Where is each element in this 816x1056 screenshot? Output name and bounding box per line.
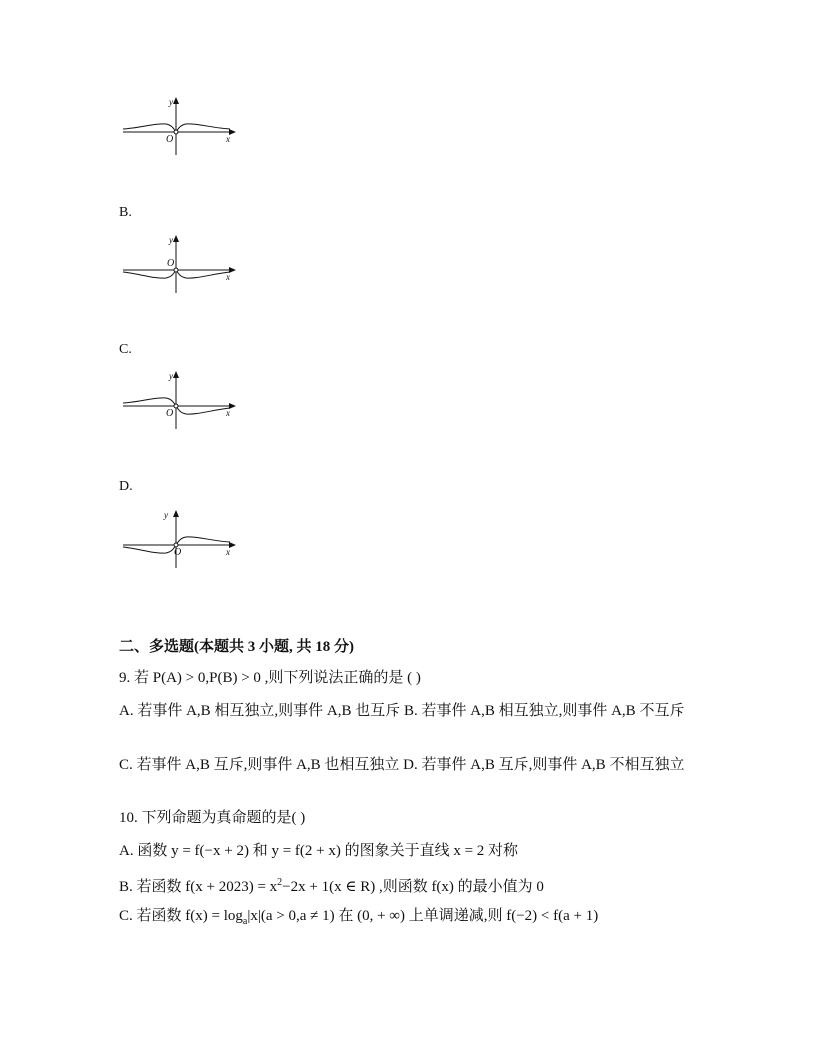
graph-d-origin-label: O <box>174 547 182 558</box>
graph-option-c <box>120 369 240 434</box>
graph-c-x-label: x <box>226 408 230 418</box>
q10-option-c-pre: C. 若函数 f(x) = log <box>119 908 243 924</box>
graph-b-x-label: x <box>226 272 230 282</box>
graph-a-svg <box>120 95 240 160</box>
q10-option-c <box>119 906 704 932</box>
graph-c-svg <box>120 369 240 434</box>
q10-option-c-sub: a <box>242 916 248 927</box>
q9-options-cd: C. 若事件 A,B 互斥,则事件 A,B 也相互独立 D. 若事件 A,B 互斥,则事件 A,B 不相互独立 <box>119 757 685 773</box>
graph-b-svg <box>120 233 240 298</box>
q10-option-c-post: |x|(a > 0,a ≠ 1) 在 (0, + ∞) 上单调递减,则 f(−2) < f(a + 1) <box>247 908 599 924</box>
section-2-title: 二、多选题(本题共 3 小题, 共 18 分) <box>119 639 354 655</box>
graph-option-b <box>120 233 240 298</box>
q10-stem: 10. 下列命题为真命题的是( ) <box>119 810 306 826</box>
q10-option-b-pre: B. 若函数 f(x + 2023) = x <box>119 879 278 895</box>
graph-b-y-label: y <box>169 235 173 245</box>
q10-option-b-post: −2x + 1(x ∈ R) ,则函数 f(x) 的最小值为 0 <box>282 879 544 895</box>
graph-b-origin-label: O <box>167 258 175 269</box>
graph-a-x-label: x <box>226 134 230 144</box>
q9-stem: 9. 若 P(A) > 0,P(B) > 0 ,则下列说法正确的是 ( ) <box>119 670 421 686</box>
graph-d-x-label: x <box>226 547 230 557</box>
graph-option-a <box>120 95 240 160</box>
graph-d-svg <box>120 508 240 573</box>
q9-options-ab: A. 若事件 A,B 相互独立,则事件 A,B 也互斥 B. 若事件 A,B 相互独立,则事件 A,B 不互斥 <box>119 703 685 719</box>
graph-c-origin-label: O <box>166 408 174 419</box>
graph-c-label: C. <box>119 342 132 357</box>
q10-option-a: A. 函数 y = f(−x + 2) 和 y = f(2 + x) 的图象关于直线 x = 2 对称 <box>119 843 519 859</box>
graph-b-label: B. <box>119 205 132 220</box>
graph-c-y-label: y <box>169 371 173 381</box>
q10-option-b <box>119 873 704 897</box>
graph-d-y-label: y <box>164 510 168 520</box>
graph-a-origin-label: O <box>166 134 174 145</box>
graph-option-d <box>120 508 240 573</box>
graph-d-label: D. <box>119 479 133 494</box>
graph-a-y-label: y <box>169 97 173 107</box>
q10-option-b-sup: 2 <box>277 877 283 888</box>
